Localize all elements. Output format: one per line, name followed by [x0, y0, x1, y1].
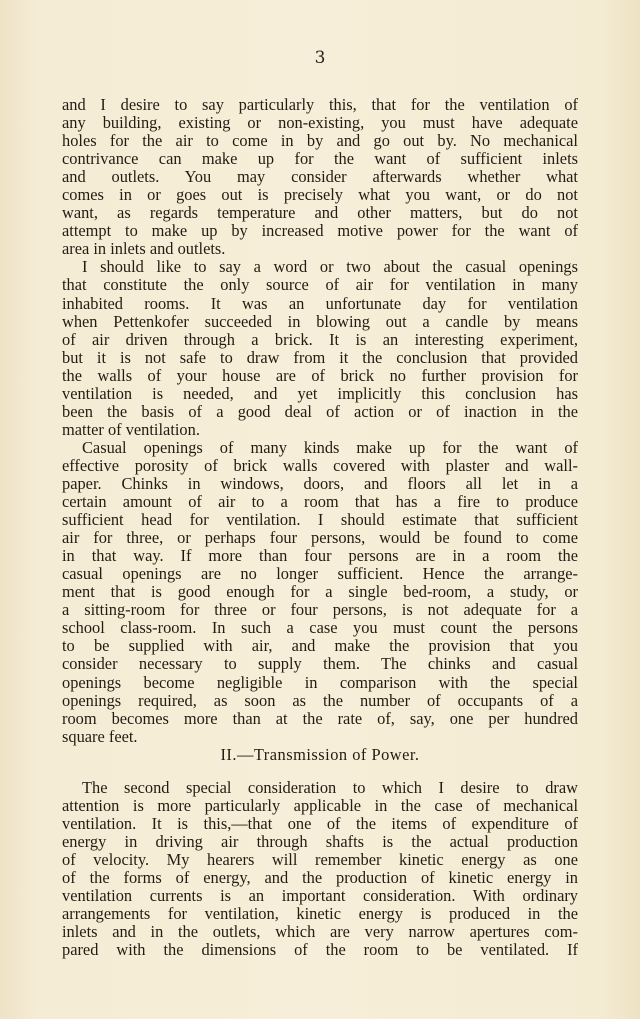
paragraph-1 — [62, 96, 578, 258]
text-line: ventilation. It is this,—that one of the items of expenditure of — [62, 814, 578, 834]
text-line: openings become negligible in comparison with the special — [62, 672, 578, 692]
text-line: attempt to make up by increased motive power for the want of — [62, 221, 578, 241]
body-text-section-2 — [62, 779, 578, 959]
text-line: the walls of your house are of brick no further provision for — [62, 365, 578, 385]
paragraph-3 — [62, 439, 578, 746]
text-line: of the forms of energy, and the production of kinetic energy in — [62, 868, 578, 888]
text-line: of velocity. My hearers will remember kinetic energy as one — [62, 850, 578, 870]
text-line: attention is more particularly applicable in the case of mechanical — [62, 796, 578, 816]
text-line: sufficient head for ventilation. I should estimate that sufficient — [62, 510, 578, 530]
text-line: paper. Chinks in windows, doors, and floors all let in a — [62, 473, 578, 493]
text-line: holes for the air to come in by and go out by. No mechanical — [62, 131, 578, 151]
text-line: that constitute the only source of air for ventilation in many — [62, 275, 578, 295]
text-line: contrivance can make up for the want of sufficient inlets — [62, 149, 578, 169]
text-line: school class-room. In such a case you must count the persons — [62, 618, 578, 638]
text-line: air for three, or perhaps four persons, would be found to come — [62, 528, 578, 548]
text-line: energy in driving air through shafts is the actual production — [62, 832, 578, 852]
text-line: The second special consideration to which I desire to draw — [82, 778, 578, 797]
text-line: a sitting-room for three or four persons, is not adequate for a — [62, 600, 578, 620]
text-line: of air driven through a brick. It is an interesting experiment, — [62, 329, 578, 349]
text-line: I should like to say a word or two about the casual openings — [82, 257, 578, 277]
text-line: room becomes more than at the rate of, say, one per hundred — [62, 708, 578, 728]
paragraph-4 — [62, 779, 578, 959]
text-line: openings required, as soon as the number of occupants of a — [62, 690, 578, 710]
text-line: want, as regards temperature and other matters, but do not — [62, 203, 578, 223]
text-line: effective porosity of brick walls covered with plaster and wall- — [62, 455, 578, 475]
text-line: inlets and in the outlets, which are very narrow apertures com- — [62, 922, 578, 942]
text-line: area in inlets and outlets. — [62, 239, 226, 259]
text-line: consider necessary to supply them. The chinks and casual — [62, 654, 578, 674]
text-line: ventilation is needed, and yet implicitly this conclusion has — [62, 383, 578, 403]
section-heading: II.—Transmission of Power. — [220, 745, 420, 764]
text-line: ment that is good enough for a single bed-room, a study, or — [62, 582, 578, 602]
body-text-section-1 — [62, 96, 578, 746]
text-line: Casual openings of many kinds make up for the want of — [82, 437, 578, 457]
text-line: certain amount of air to a room that has a fire to produce — [62, 492, 578, 512]
text-line: been the basis of a good deal of action or of inaction in the — [62, 401, 578, 421]
text-line: pared with the dimensions of the room to be ventilated. If — [62, 940, 578, 960]
text-line: square feet. — [62, 726, 138, 746]
text-line: arrangements for ventilation, kinetic energy is produced in the — [62, 904, 578, 924]
text-line: ventilation currents is an important consideration. With ordinary — [62, 886, 578, 906]
text-line: to be supplied with air, and make the provision that you — [62, 636, 578, 656]
text-line: matter of ventilation. — [62, 419, 200, 439]
text-line: and I desire to say particularly this, that for the ventilation of — [62, 95, 578, 114]
paragraph-2 — [62, 258, 578, 438]
text-line: inhabited rooms. It was an unfortunate day for ventilation — [62, 293, 578, 313]
text-line: any building, existing or non-existing, you must have adequate — [62, 113, 578, 133]
page-number: 3 — [314, 48, 326, 68]
text-line: casual openings are no longer sufficient. Hence the arrange- — [62, 564, 578, 584]
text-line: but it is not safe to draw from it the conclusion that provided — [62, 347, 578, 367]
text-line: and outlets. You may consider afterwards whether what — [62, 167, 578, 187]
text-line: when Pettenkofer succeeded in blowing out a candle by means — [62, 311, 578, 331]
text-line: comes in or goes out is precisely what you want, or do not — [62, 185, 578, 205]
text-line: in that way. If more than four persons are in a room the — [62, 546, 578, 566]
